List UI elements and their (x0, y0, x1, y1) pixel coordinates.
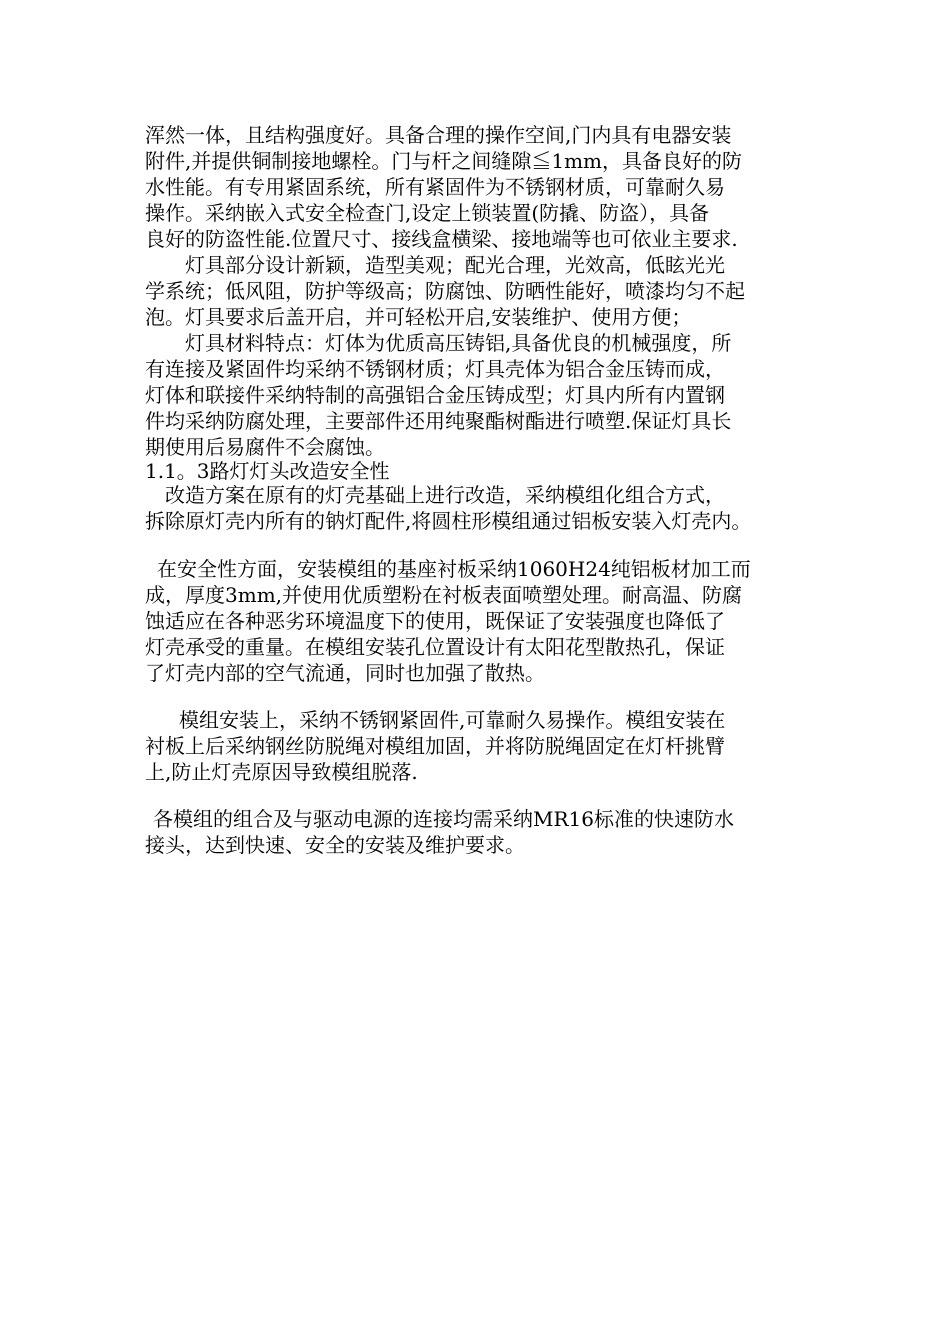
text-line: 蚀适应在各种恶劣环境温度下的使用，既保证了安装强度也降低了 (145, 609, 725, 633)
text-line: 水性能。有专用紧固系统，所有紧固件为不锈钢材质，可靠耐久易 (145, 175, 725, 199)
text-line: 成，厚度3mm,并使用优质塑粉在衬板表面喷塑处理。耐高温、防腐 (145, 583, 743, 607)
text-line: 灯体和联接件采纳特制的高强铝合金压铸成型；灯具内所有内置钢 (145, 383, 725, 407)
text-line: 期使用后易腐件不会腐蚀。 (145, 435, 385, 459)
text-line: 有连接及紧固件均采纳不锈钢材质；灯具壳体为铝合金压铸而成， (145, 357, 725, 381)
text-line: 学系统；低风阻，防护等级高；防腐蚀、防晒性能好，喷漆均匀不起 (145, 279, 745, 303)
text-line: 浑然一体，且结构强度好。具备合理的操作空间,门内具有电器安装 (145, 123, 732, 147)
text-line: 接头，达到快速、安全的安装及维护要求。 (145, 833, 525, 857)
text-line: 上,防止灯壳原因导致模组脱落. (145, 760, 418, 784)
paragraph-start-line: 模组安装上，采纳不锈钢紧固件,可靠耐久易操作。模组安装在 (179, 708, 726, 732)
paragraph-start-line: 灯具部分设计新颖，造型美观；配光合理，光效高，低眩光光 (185, 253, 725, 277)
section-heading: 1.1。3路灯灯头改造安全性 (145, 459, 390, 483)
text-line: 附件,并提供铜制接地螺栓。门与杆之间缝隙≦1mm，具备良好的防 (145, 149, 743, 173)
text-line: 衬板上后采纳钢丝防脱绳对模组加固，并将防脱绳固定在灯杆挑臂 (145, 734, 725, 758)
text-line: 拆除原灯壳内所有的钠灯配件,将圆柱形模组通过铝板安装入灯壳内。 (145, 509, 752, 533)
paragraph-start-line: 各模组的组合及与驱动电源的连接均需采纳MR16标准的快速防水 (153, 807, 734, 831)
text-line: 件均采纳防腐处理，主要部件还用纯聚酯树酯进行喷塑.保证灯具长 (145, 409, 732, 433)
text-line: 良好的防盗性能.位置尺寸、接线盒横梁、接地端等也可依业主要求. (145, 227, 738, 251)
paragraph-start-line: 改造方案在原有的灯壳基础上进行改造，采纳模组化组合方式， (165, 483, 725, 507)
text-line: 操作。采纳嵌入式安全检查门,设定上锁装置(防撬、防盗），具备 (145, 201, 710, 225)
text-line: 泡。灯具要求后盖开启，并可轻松开启,安装维护、使用方便； (145, 305, 692, 329)
paragraph-start-line: 在安全性方面，安装模组的基座衬板采纳1060H24纯铝板材加工而 (157, 557, 751, 581)
text-line: 灯壳承受的重量。在模组安装孔位置设计有太阳花型散热孔，保证 (145, 635, 725, 659)
paragraph-start-line: 灯具材料特点：灯体为优质高压铸铝,具备优良的机械强度，所 (185, 331, 732, 355)
text-line: 了灯壳内部的空气流通，同时也加强了散热。 (145, 661, 545, 685)
